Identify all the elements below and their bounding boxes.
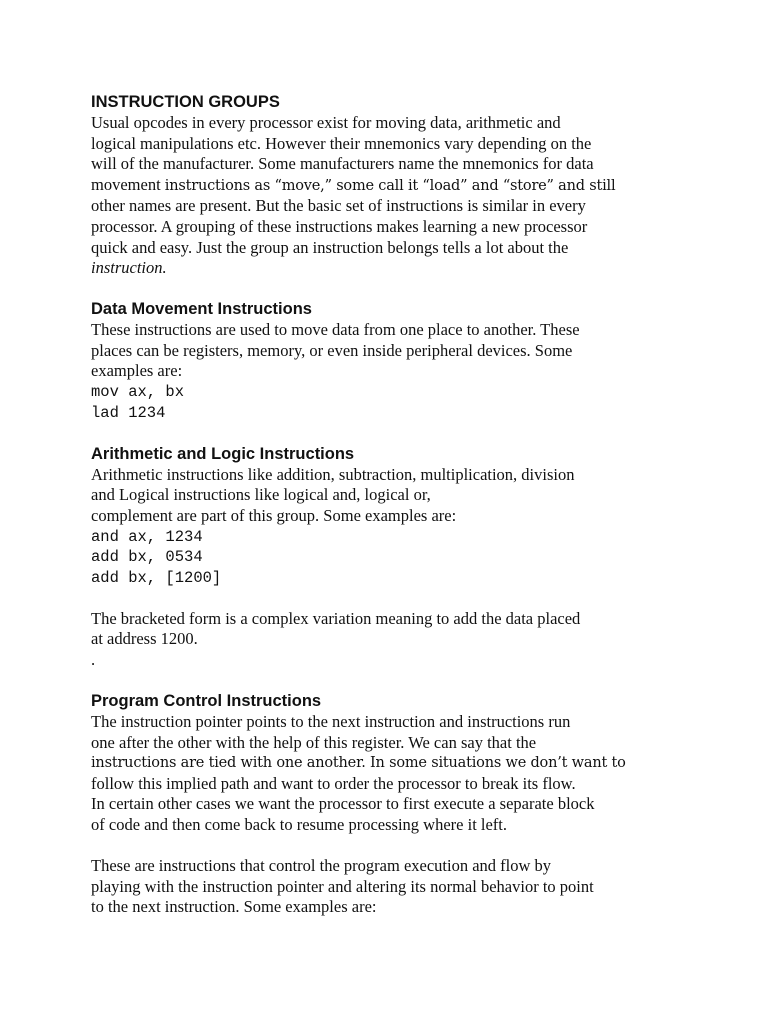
heading-program-control: Program Control Instructions <box>91 692 322 711</box>
paragraph-line: will of the manufacturer. Some manufacturers name the mnemonics for data <box>91 154 594 174</box>
paragraph-line: one after the other with the help of this register. We can say that the <box>91 732 537 752</box>
paragraph-line: processor. A grouping of these instructions makes learning a new processor <box>91 216 588 236</box>
paragraph-line: quick and easy. Just the group an instruction belongs tells a lot about the <box>91 237 569 257</box>
paragraph-line: These are instructions that control the program execution and flow by <box>91 856 552 876</box>
paragraph-line: Usual opcodes in every processor exist for moving data, arithmetic and <box>91 113 561 132</box>
spacer <box>91 836 651 857</box>
spacer <box>91 423 651 444</box>
code-line: lad 1234 <box>91 403 166 422</box>
heading-instruction-groups: INSTRUCTION GROUPS <box>91 93 280 111</box>
paragraph-line: . <box>91 649 96 669</box>
heading-arithmetic-logic: Arithmetic and Logic Instructions <box>91 444 355 463</box>
paragraph-line: complement are part of this group. Some examples are: <box>91 505 457 525</box>
paragraph-line: and Logical instructions like logical and, logical or, <box>91 485 431 505</box>
paragraph-line-mixed <box>91 175 651 197</box>
paragraph-line: examples are: <box>91 361 183 381</box>
code-line: add bx, [1200] <box>91 568 222 587</box>
paragraph-line: at address 1200. <box>91 629 198 649</box>
spacer <box>91 279 651 300</box>
paragraph-line: follow this implied path and want to order the processor to break its flow. <box>91 773 576 793</box>
paragraph-line-italic <box>91 258 651 279</box>
paragraph-line: These instructions are used to move data from one place to another. These <box>91 320 580 340</box>
spacer <box>91 588 651 609</box>
paragraph-line: places can be registers, memory, or even inside peripheral devices. Some <box>91 340 573 360</box>
code-line: add bx, 0534 <box>91 548 203 567</box>
heading-data-movement: Data Movement Instructions <box>91 300 312 319</box>
paragraph-line: In certain other cases we want the processor to first execute a separate block <box>91 794 595 814</box>
paragraph-line: to the next instruction. Some examples are: <box>91 897 377 917</box>
italic-word: instruction. <box>91 258 167 278</box>
paragraph-line: of code and then come back to resume processing where it left. <box>91 815 508 835</box>
code-line: and ax, 1234 <box>91 527 203 546</box>
paragraph-line: playing with the instruction pointer and altering its normal behavior to point <box>91 876 594 896</box>
paragraph-fragment: movement <box>91 174 165 194</box>
code-line: mov ax, bx <box>91 383 185 402</box>
paragraph-line: other names are present. But the basic set of instructions is similar in every <box>91 196 586 216</box>
paragraph-line: The instruction pointer points to the next instruction and instructions run <box>91 712 571 732</box>
paragraph-line: The bracketed form is a complex variation meaning to add the data placed <box>91 608 581 628</box>
paragraph-line: logical manipulations etc. However their mnemonics vary depending on the <box>91 133 592 153</box>
paragraph-line-dense: instructions are tied with one another. In some situations we don’t want to <box>91 755 626 772</box>
spacer <box>91 671 651 692</box>
paragraph-fragment-dense: instructions as “move,” some call it “load” and “store” and still <box>164 177 616 194</box>
paragraph-line: Arithmetic instructions like addition, subtraction, multiplication, division <box>91 464 575 484</box>
document-page <box>91 92 651 918</box>
